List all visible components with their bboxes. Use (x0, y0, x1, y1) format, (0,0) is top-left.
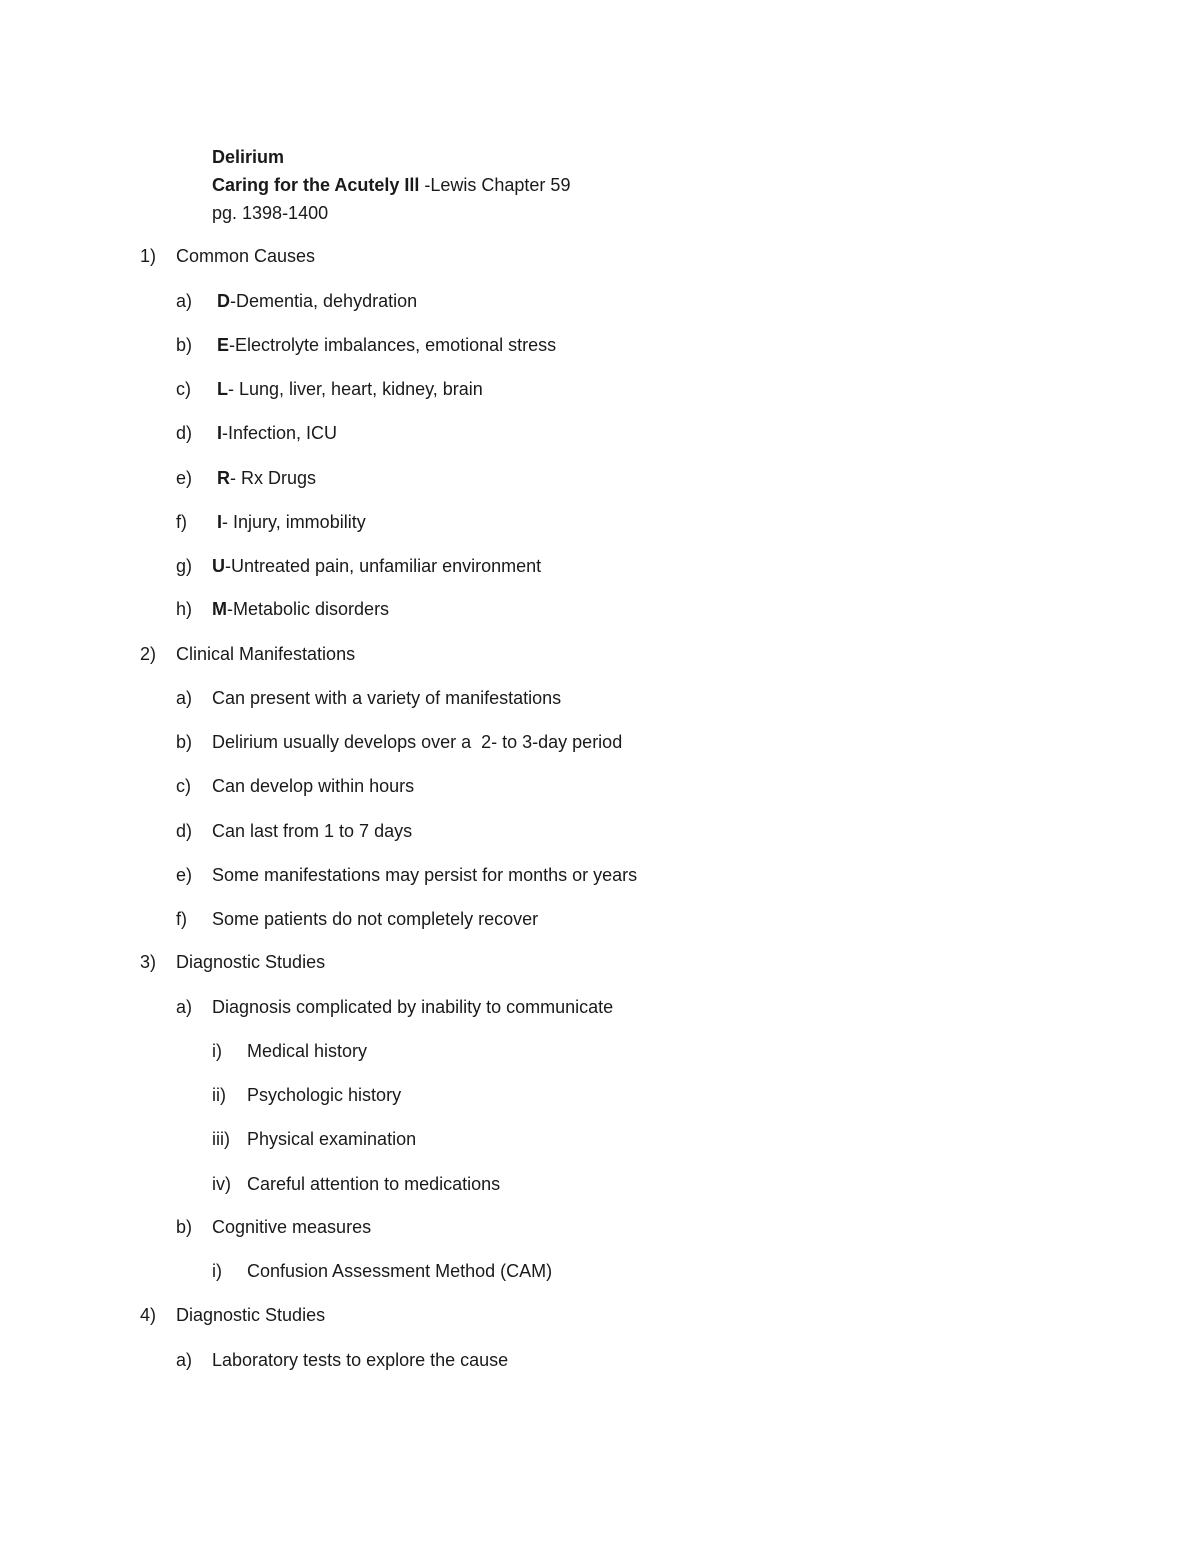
list-text: Medical history (247, 1041, 368, 1061)
list-text: Can develop within hours (212, 776, 415, 796)
mnemonic-letter: E (217, 335, 230, 355)
list-text-rest: -Dementia, dehydration (230, 291, 418, 311)
subtitle-bold: Caring for the Acutely Ill (212, 175, 420, 195)
mnemonic-letter: D (217, 291, 230, 311)
list-marker: h) (176, 599, 193, 619)
list-marker: g) (176, 556, 193, 576)
list-text-rest: - Rx Drugs (230, 468, 317, 488)
list-marker: a) (176, 997, 193, 1017)
list-text: Laboratory tests to explore the cause (212, 1350, 509, 1370)
list-marker: d) (176, 423, 193, 443)
list-text (212, 554, 541, 578)
list-text-rest: -Metabolic disorders (227, 599, 390, 619)
list-text: Confusion Assessment Method (CAM) (247, 1261, 553, 1281)
list-text (217, 377, 483, 401)
list-marker: b) (176, 335, 193, 355)
list-text-rest: -Untreated pain, unfamiliar environment (225, 556, 542, 576)
list-marker: c) (176, 776, 191, 796)
list-marker: b) (176, 1217, 193, 1237)
list-marker: f) (176, 512, 187, 532)
list-text: Common Causes (176, 246, 316, 266)
list-text: Diagnosis complicated by inability to communicate (212, 997, 614, 1017)
list-text: Can present with a variety of manifestations (212, 688, 562, 708)
list-text: Cognitive measures (212, 1217, 372, 1237)
list-marker: iv) (212, 1174, 231, 1194)
list-text-rest: -Infection, ICU (222, 423, 338, 443)
list-text-rest: - Lung, liver, heart, kidney, brain (228, 379, 483, 399)
list-text: Delirium usually develops over a 2- to 3-day period (212, 732, 623, 752)
list-marker: ii) (212, 1085, 226, 1105)
list-marker: a) (176, 1350, 193, 1370)
list-text: Careful attention to medications (247, 1174, 501, 1194)
list-marker: iii) (212, 1129, 230, 1149)
list-marker: i) (212, 1261, 222, 1281)
mnemonic-letter: M (212, 599, 227, 619)
list-marker: i) (212, 1041, 222, 1061)
list-text (217, 510, 366, 534)
document-title: Delirium (212, 147, 285, 167)
list-marker: e) (176, 865, 193, 885)
document-subtitle (212, 171, 570, 199)
list-text (212, 597, 389, 621)
list-text: Some patients do not completely recover (212, 909, 539, 929)
list-text (217, 466, 316, 490)
list-marker: a) (176, 688, 193, 708)
document-header (212, 143, 570, 227)
list-marker: 4) (140, 1305, 157, 1325)
mnemonic-letter: R (217, 468, 230, 488)
list-text (217, 333, 556, 357)
list-text: Physical examination (247, 1129, 417, 1149)
list-marker: 3) (140, 952, 157, 972)
list-text-rest: - Injury, immobility (222, 512, 366, 532)
list-marker: c) (176, 379, 191, 399)
list-text: Some manifestations may persist for months or years (212, 865, 638, 885)
list-marker: a) (176, 291, 193, 311)
list-marker: 2) (140, 644, 157, 664)
mnemonic-letter: I (217, 423, 223, 443)
list-text: Can last from 1 to 7 days (212, 821, 413, 841)
list-text-rest: -Electrolyte imbalances, emotional stress (229, 335, 557, 355)
list-marker: b) (176, 732, 193, 752)
subtitle-rest: -Lewis Chapter 59 (419, 175, 571, 195)
list-text: Diagnostic Studies (176, 1305, 326, 1325)
list-marker: f) (176, 909, 187, 929)
list-text (217, 421, 337, 445)
list-marker: 1) (140, 246, 157, 266)
list-text: Clinical Manifestations (176, 644, 356, 664)
list-text: Diagnostic Studies (176, 952, 326, 972)
list-marker: e) (176, 468, 193, 488)
list-text (217, 289, 417, 313)
list-marker: d) (176, 821, 193, 841)
mnemonic-letter: I (217, 512, 223, 532)
list-text: Psychologic history (247, 1085, 402, 1105)
mnemonic-letter: U (212, 556, 225, 576)
page-range: pg. 1398-1400 (212, 203, 329, 223)
mnemonic-letter: L (217, 379, 228, 399)
